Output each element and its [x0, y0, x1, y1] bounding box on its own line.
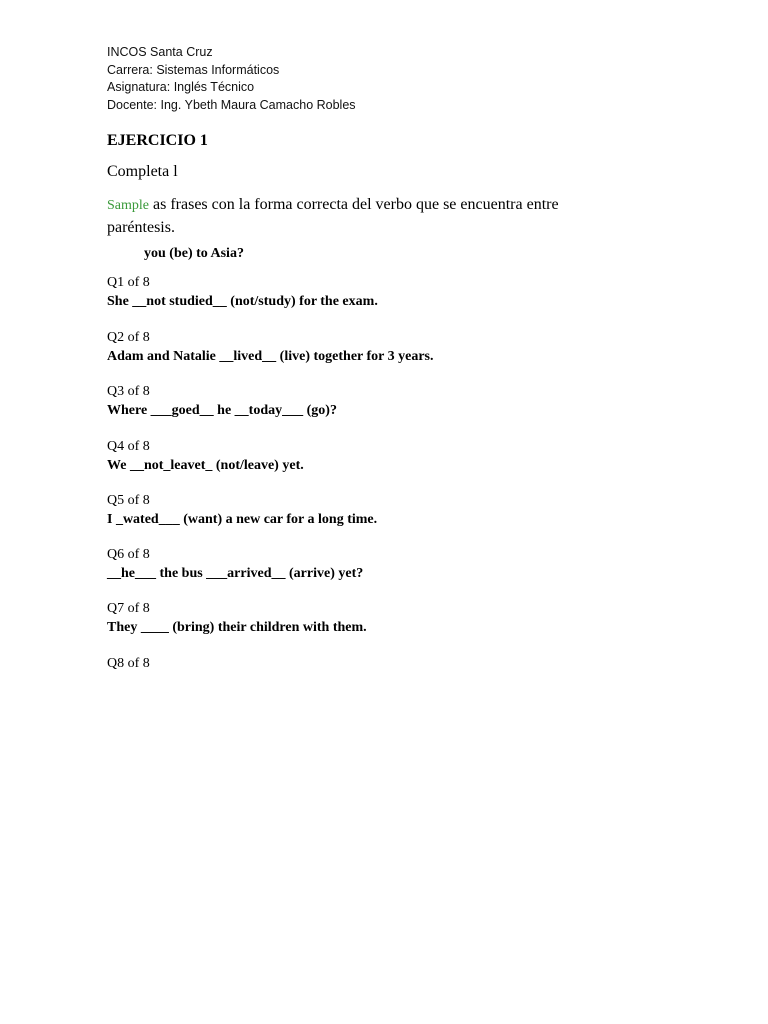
question-1	[107, 273, 378, 311]
question-number: Q8 of 8	[107, 656, 150, 671]
question-6	[107, 545, 363, 583]
instructions-text: as frases con la forma correcta del verbo que se encuentra entre paréntesis.	[107, 196, 559, 236]
teacher-line: Docente: Ing. Ybeth Maura Camacho Robles	[107, 97, 356, 112]
question-text: They ____ (bring) their children with them.	[107, 620, 367, 635]
sample-label: Sample	[107, 198, 149, 213]
question-7	[107, 599, 367, 637]
example-sentence: you (be) to Asia?	[144, 246, 244, 261]
question-3	[107, 382, 337, 420]
question-number: Q3 of 8	[107, 384, 150, 399]
question-2	[107, 328, 434, 366]
question-text: We __not_leavet_ (not/leave) yet.	[107, 458, 304, 473]
question-8	[107, 654, 150, 673]
subject-line: Asignatura: Inglés Técnico	[107, 80, 255, 94]
question-text: Where ___goed__ he __today___ (go)?	[107, 403, 337, 418]
question-number: Q2 of 8	[107, 330, 150, 345]
question-text: She __not studied__ (not/study) for the exam.	[107, 294, 378, 309]
question-text: __he___ the bus ___arrived__ (arrive) yet?	[107, 566, 364, 581]
document-header	[107, 44, 356, 114]
career-line: Carrera: Sistemas Informáticos	[107, 62, 280, 77]
question-4	[107, 437, 304, 475]
exercise-title: EJERCICIO 1	[107, 132, 208, 149]
question-number: Q5 of 8	[107, 493, 150, 508]
question-text: Adam and Natalie __lived__ (live) together for 3 years.	[107, 349, 434, 364]
instructions	[107, 194, 627, 239]
question-number: Q1 of 8	[107, 275, 150, 290]
question-text: I _wated___ (want) a new car for a long time.	[107, 512, 378, 527]
question-5	[107, 491, 377, 529]
question-number: Q4 of 8	[107, 439, 150, 454]
question-number: Q6 of 8	[107, 547, 150, 562]
question-number: Q7 of 8	[107, 601, 150, 616]
exercise-subtitle: Completa l	[107, 163, 178, 180]
institution-line: INCOS Santa Cruz	[107, 45, 213, 59]
